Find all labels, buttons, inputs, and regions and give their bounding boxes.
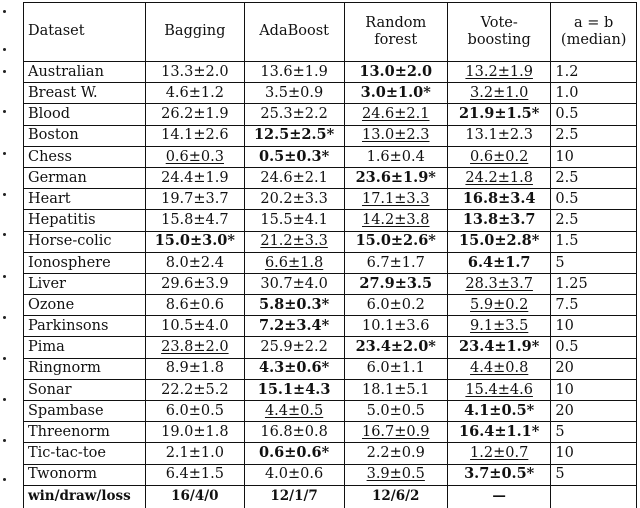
- cell-vote-boosting-value: 5.9±0.2: [470, 296, 529, 313]
- cell-vote-boosting-value: 1.2±0.7: [470, 445, 529, 462]
- cell-random-forest: [344, 295, 447, 316]
- cell-dataset: Australian: [24, 62, 146, 83]
- cell-vote-boosting: [447, 189, 550, 210]
- cell-random-forest: [344, 189, 447, 210]
- cell-vote-boosting-value: 15.0±2.8*: [459, 232, 540, 250]
- cell-bagging-value: 8.0±2.4: [165, 254, 224, 271]
- header-ab-line2: (median): [560, 32, 627, 48]
- cell-dataset: Ionosphere: [24, 252, 146, 273]
- cell-adaboost: [244, 316, 344, 337]
- cell-adaboost-value: 15.5±4.1: [260, 212, 328, 229]
- cell-adaboost: [244, 104, 344, 125]
- cell-random-forest: [344, 464, 447, 485]
- cell-random-forest-value: 2.2±0.9: [366, 445, 425, 462]
- cell-bagging: [146, 252, 245, 273]
- cell-bagging-value: 14.1±2.6: [161, 127, 229, 144]
- cell-bagging: [146, 273, 245, 294]
- cell-vote-boosting-value: 6.4±1.7: [467, 253, 531, 271]
- cell-vote-boosting-value: 4.1±0.5*: [464, 401, 535, 419]
- cell-bagging: [146, 146, 245, 167]
- cell-bagging: [146, 104, 245, 125]
- page-margin-marks: [3, 0, 13, 497]
- table-row: [24, 379, 637, 400]
- cell-dataset: Heart: [24, 189, 146, 210]
- cell-adaboost-value: 25.9±2.2: [260, 339, 328, 356]
- cell-random-forest: [344, 146, 447, 167]
- table-row: [24, 210, 637, 231]
- cell-vote-boosting-value: 0.6±0.2: [470, 148, 529, 165]
- cell-random-forest-value: 16.7±0.9: [361, 424, 430, 441]
- cell-adaboost: [244, 273, 344, 294]
- cell-random-forest: [344, 422, 447, 443]
- cell-random-forest: [344, 358, 447, 379]
- cell-bagging: [146, 295, 245, 316]
- cell-dataset: Ringnorm: [24, 358, 146, 379]
- table-header: [24, 3, 637, 62]
- cell-bagging-value: 13.3±2.0: [161, 63, 229, 80]
- table-row: [24, 189, 637, 210]
- cell-adaboost-value: 13.6±1.9: [260, 63, 328, 80]
- header-random-forest-line2: forest: [374, 32, 418, 48]
- header-ab-line1: a = b: [574, 14, 614, 31]
- cell-vote-boosting-value: 3.7±0.5*: [464, 465, 535, 483]
- cell-ab-median: 10: [551, 379, 637, 400]
- cell-vote-boosting: [447, 104, 550, 125]
- header-ab-median: [551, 3, 637, 62]
- cell-adaboost: [244, 422, 344, 443]
- cell-dataset: Hepatitis: [24, 210, 146, 231]
- cell-adaboost-value: 15.1±4.3: [257, 380, 331, 398]
- cell-vote-boosting: [447, 83, 550, 104]
- cell-vote-boosting: [447, 379, 550, 400]
- cell-ab-median: 1.2: [551, 62, 637, 83]
- table-row: [24, 464, 637, 485]
- cell-ab-median: 2.5: [551, 167, 637, 188]
- cell-random-forest-value: 3.0±1.0*: [360, 84, 431, 102]
- cell-bagging: [146, 210, 245, 231]
- cell-vote-boosting-value: 4.4±0.8: [470, 360, 529, 377]
- summary-bagging: 16/4/0: [146, 485, 245, 508]
- cell-adaboost-value: 0.5±0.3*: [259, 147, 330, 165]
- cell-bagging: [146, 231, 245, 252]
- cell-vote-boosting-value: 3.2±1.0: [470, 85, 529, 102]
- cell-bagging-value: 0.6±0.3: [165, 148, 224, 165]
- cell-bagging-value: 22.2±5.2: [161, 381, 229, 398]
- header-bagging: Bagging: [146, 3, 245, 62]
- cell-random-forest-value: 24.6±2.1: [361, 106, 430, 123]
- cell-bagging-value: 15.0±3.0*: [154, 232, 235, 250]
- cell-adaboost-value: 3.5±0.9: [264, 85, 324, 102]
- cell-random-forest: [344, 273, 447, 294]
- cell-bagging: [146, 464, 245, 485]
- cell-ab-median: 20: [551, 401, 637, 422]
- cell-adaboost: [244, 295, 344, 316]
- cell-adaboost-value: 4.0±0.6: [264, 466, 324, 483]
- table-row: [24, 252, 637, 273]
- cell-bagging: [146, 125, 245, 146]
- cell-ab-median: 2.5: [551, 125, 637, 146]
- cell-vote-boosting-value: 24.2±1.8: [465, 169, 533, 186]
- table-row: [24, 62, 637, 83]
- cell-random-forest-value: 14.2±3.8: [361, 212, 430, 229]
- table-row: [24, 167, 637, 188]
- cell-dataset: Parkinsons: [24, 316, 146, 337]
- cell-ab-median: 0.5: [551, 104, 637, 125]
- cell-vote-boosting: [447, 167, 550, 188]
- cell-vote-boosting-value: 16.4±1.1*: [459, 423, 540, 441]
- cell-bagging: [146, 379, 245, 400]
- cell-random-forest-value: 5.0±0.5: [366, 402, 425, 419]
- cell-bagging: [146, 358, 245, 379]
- cell-bagging: [146, 83, 245, 104]
- cell-vote-boosting: [447, 358, 550, 379]
- cell-random-forest: [344, 62, 447, 83]
- cell-vote-boosting: [447, 337, 550, 358]
- table-row: [24, 83, 637, 104]
- cell-vote-boosting-value: 13.8±3.7: [462, 211, 536, 229]
- cell-adaboost-value: 4.3±0.6*: [259, 359, 330, 377]
- cell-adaboost-value: 16.8±0.8: [260, 424, 328, 441]
- cell-random-forest: [344, 337, 447, 358]
- header-random-forest-line1: Random: [365, 14, 427, 31]
- cell-adaboost: [244, 252, 344, 273]
- cell-vote-boosting: [447, 422, 550, 443]
- cell-bagging-value: 8.6±0.6: [165, 296, 224, 313]
- cell-bagging: [146, 189, 245, 210]
- cell-vote-boosting-value: 16.8±3.4: [462, 189, 536, 207]
- cell-adaboost-value: 30.7±4.0: [260, 275, 328, 292]
- cell-random-forest-value: 13.0±2.0: [359, 62, 433, 80]
- cell-random-forest-value: 10.1±3.6: [361, 318, 430, 335]
- cell-random-forest-value: 27.9±3.5: [359, 274, 433, 292]
- cell-vote-boosting-value: 21.9±1.5*: [459, 105, 540, 123]
- header-vote-boosting-line1: Vote-: [480, 14, 518, 31]
- cell-vote-boosting: [447, 273, 550, 294]
- cell-bagging-value: 6.4±1.5: [165, 466, 224, 483]
- cell-adaboost-value: 4.4±0.5: [264, 402, 324, 419]
- cell-bagging: [146, 401, 245, 422]
- cell-dataset: Breast W.: [24, 83, 146, 104]
- cell-adaboost-value: 20.2±3.3: [260, 190, 328, 207]
- cell-bagging: [146, 337, 245, 358]
- table-body: [24, 62, 637, 508]
- cell-vote-boosting: [447, 295, 550, 316]
- cell-ab-median: 1.5: [551, 231, 637, 252]
- table-row: [24, 443, 637, 464]
- cell-dataset: Spambase: [24, 401, 146, 422]
- cell-vote-boosting-value: 15.4±4.6: [465, 381, 533, 398]
- cell-random-forest-value: 6.0±1.1: [366, 360, 425, 377]
- cell-vote-boosting: [447, 231, 550, 252]
- cell-vote-boosting-value: 28.3±3.7: [465, 275, 533, 292]
- cell-vote-boosting: [447, 125, 550, 146]
- cell-adaboost: [244, 210, 344, 231]
- cell-adaboost-value: 12.5±2.5*: [253, 126, 335, 144]
- cell-random-forest-value: 3.9±0.5: [366, 466, 425, 483]
- cell-vote-boosting: [447, 252, 550, 273]
- cell-bagging: [146, 167, 245, 188]
- header-vote-boosting-line2: boosting: [467, 32, 531, 48]
- table-row: [24, 104, 637, 125]
- cell-bagging: [146, 443, 245, 464]
- cell-adaboost: [244, 189, 344, 210]
- cell-vote-boosting-value: 23.4±1.9*: [459, 338, 540, 356]
- summary-label: win/draw/loss: [24, 485, 146, 508]
- cell-adaboost: [244, 146, 344, 167]
- cell-bagging-value: 26.2±1.9: [161, 106, 229, 123]
- cell-adaboost: [244, 401, 344, 422]
- header-random-forest: [344, 3, 447, 62]
- cell-vote-boosting: [447, 62, 550, 83]
- table-row: [24, 295, 637, 316]
- cell-bagging-value: 8.9±1.8: [165, 360, 224, 377]
- cell-adaboost: [244, 62, 344, 83]
- cell-dataset: German: [24, 167, 146, 188]
- cell-adaboost-value: 25.3±2.2: [260, 106, 328, 123]
- cell-ab-median: 0.5: [551, 189, 637, 210]
- cell-random-forest: [344, 443, 447, 464]
- cell-random-forest-value: 13.0±2.3: [361, 127, 430, 144]
- table-row: [24, 358, 637, 379]
- cell-dataset: Sonar: [24, 379, 146, 400]
- cell-random-forest-value: 15.0±2.6*: [355, 232, 436, 250]
- cell-random-forest-value: 6.0±0.2: [366, 296, 425, 313]
- cell-vote-boosting-value: 13.2±1.9: [465, 63, 533, 80]
- cell-ab-median: 1.25: [551, 273, 637, 294]
- cell-dataset: Threenorm: [24, 422, 146, 443]
- cell-ab-median: 10: [551, 443, 637, 464]
- cell-random-forest: [344, 231, 447, 252]
- cell-random-forest-value: 1.6±0.4: [366, 148, 425, 165]
- cell-adaboost-value: 7.2±3.4*: [259, 317, 330, 335]
- summary-adaboost: 12/1/7: [244, 485, 344, 508]
- cell-vote-boosting: [447, 316, 550, 337]
- cell-adaboost: [244, 358, 344, 379]
- cell-dataset: Chess: [24, 146, 146, 167]
- cell-bagging-value: 2.1±1.0: [165, 445, 224, 462]
- cell-random-forest: [344, 316, 447, 337]
- header-row: [24, 3, 637, 62]
- cell-bagging: [146, 422, 245, 443]
- cell-adaboost-value: 0.6±0.6*: [259, 444, 330, 462]
- cell-adaboost: [244, 125, 344, 146]
- summary-vote-boosting: —: [447, 485, 550, 508]
- cell-random-forest-value: 6.7±1.7: [366, 254, 425, 271]
- cell-adaboost: [244, 464, 344, 485]
- cell-random-forest: [344, 104, 447, 125]
- cell-random-forest: [344, 125, 447, 146]
- table-row: [24, 401, 637, 422]
- cell-vote-boosting: [447, 464, 550, 485]
- cell-bagging-value: 29.6±3.9: [161, 275, 229, 292]
- cell-vote-boosting-value: 13.1±2.3: [465, 127, 533, 144]
- cell-bagging: [146, 316, 245, 337]
- cell-bagging-value: 4.6±1.2: [165, 85, 224, 102]
- table-row: [24, 316, 637, 337]
- cell-random-forest-value: 23.6±1.9*: [355, 168, 436, 186]
- cell-vote-boosting: [447, 443, 550, 464]
- cell-random-forest: [344, 210, 447, 231]
- table-row: [24, 422, 637, 443]
- cell-ab-median: 10: [551, 316, 637, 337]
- summary-random-forest: 12/6/2: [344, 485, 447, 508]
- cell-random-forest-value: 17.1±3.3: [361, 190, 430, 207]
- cell-bagging-value: 19.7±3.7: [161, 190, 229, 207]
- cell-ab-median: 2.5: [551, 210, 637, 231]
- cell-bagging-value: 24.4±1.9: [161, 169, 229, 186]
- cell-bagging: [146, 62, 245, 83]
- cell-dataset: Blood: [24, 104, 146, 125]
- cell-ab-median: 0.5: [551, 337, 637, 358]
- cell-random-forest: [344, 252, 447, 273]
- cell-ab-median: 5: [551, 422, 637, 443]
- header-vote-boosting: [447, 3, 550, 62]
- table-row: [24, 231, 637, 252]
- cell-dataset: Pima: [24, 337, 146, 358]
- table-row: [24, 125, 637, 146]
- cell-random-forest: [344, 83, 447, 104]
- header-dataset: Dataset: [24, 3, 146, 62]
- cell-random-forest: [344, 379, 447, 400]
- cell-adaboost: [244, 337, 344, 358]
- cell-adaboost: [244, 443, 344, 464]
- cell-dataset: Tic-tac-toe: [24, 443, 146, 464]
- cell-dataset: Boston: [24, 125, 146, 146]
- cell-vote-boosting-value: 9.1±3.5: [470, 318, 529, 335]
- table-row: [24, 273, 637, 294]
- cell-bagging-value: 19.0±1.8: [161, 424, 229, 441]
- cell-random-forest: [344, 401, 447, 422]
- cell-adaboost-value: 5.8±0.3*: [259, 295, 330, 313]
- cell-dataset: Liver: [24, 273, 146, 294]
- cell-adaboost-value: 21.2±3.3: [260, 233, 328, 250]
- table-row: [24, 337, 637, 358]
- cell-ab-median: 10: [551, 146, 637, 167]
- cell-bagging-value: 15.8±4.7: [161, 212, 229, 229]
- cell-ab-median: 7.5: [551, 295, 637, 316]
- cell-ab-median: 5: [551, 464, 637, 485]
- cell-bagging-value: 10.5±4.0: [161, 318, 229, 335]
- cell-random-forest-value: 18.1±5.1: [361, 381, 430, 398]
- header-adaboost: AdaBoost: [244, 3, 344, 62]
- cell-dataset: Twonorm: [24, 464, 146, 485]
- cell-vote-boosting: [447, 210, 550, 231]
- cell-adaboost: [244, 167, 344, 188]
- cell-bagging-value: 6.0±0.5: [165, 402, 224, 419]
- cell-adaboost-value: 24.6±2.1: [260, 169, 328, 186]
- cell-random-forest: [344, 167, 447, 188]
- cell-vote-boosting: [447, 401, 550, 422]
- cell-adaboost: [244, 231, 344, 252]
- cell-adaboost: [244, 379, 344, 400]
- cell-ab-median: 20: [551, 358, 637, 379]
- table-row: [24, 146, 637, 167]
- cell-vote-boosting: [447, 146, 550, 167]
- results-table: [23, 2, 637, 508]
- cell-adaboost-value: 6.6±1.8: [264, 254, 324, 271]
- cell-adaboost: [244, 83, 344, 104]
- cell-bagging-value: 23.8±2.0: [161, 339, 229, 356]
- cell-random-forest-value: 23.4±2.0*: [355, 338, 436, 356]
- cell-ab-median: 5: [551, 252, 637, 273]
- cell-dataset: Ozone: [24, 295, 146, 316]
- cell-ab-median: 1.0: [551, 83, 637, 104]
- cell-dataset: Horse-colic: [24, 231, 146, 252]
